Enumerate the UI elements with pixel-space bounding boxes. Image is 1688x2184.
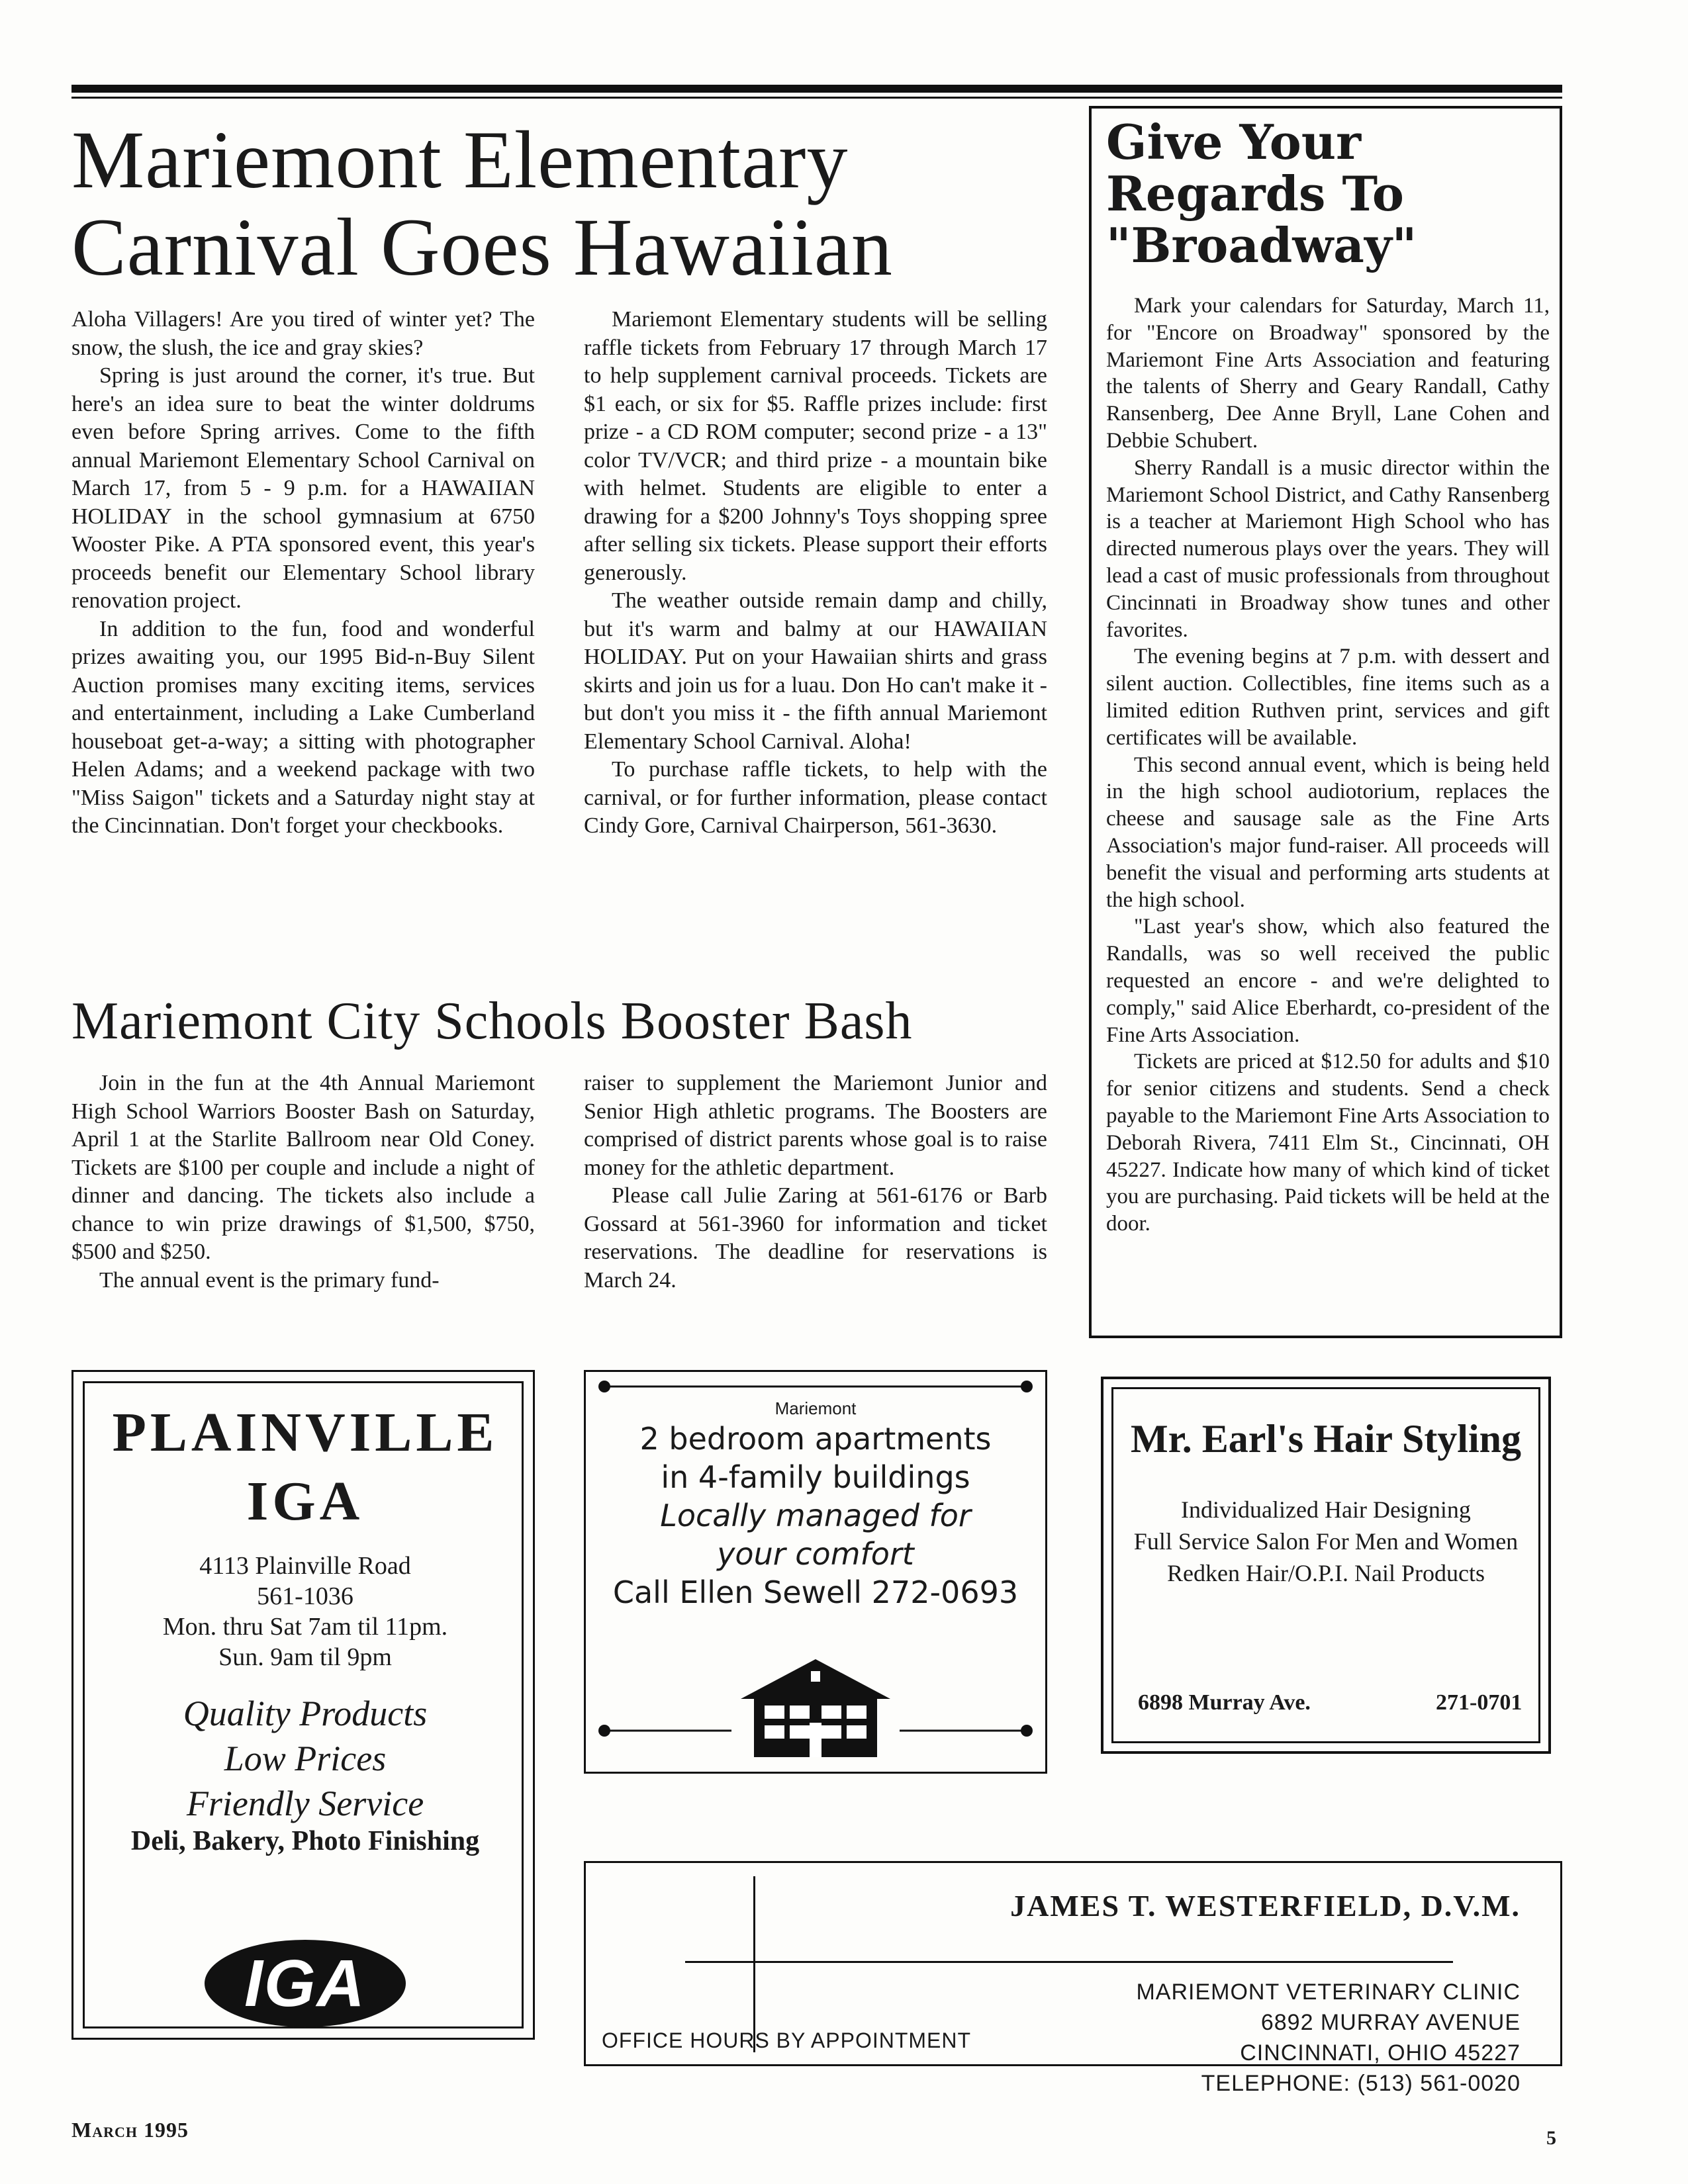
carnival-paragraph: The weather outside remain damp and chilly, but it's warm and balmy at our HAWAIIAN HOLIDAY. Put on your Hawaiian shirts and grass skirts and join us for a luau. Don Ho can't make it - but don't you miss it - the fifth annual Mariemont Elementary School Carnival. Aloha! <box>584 588 1047 754</box>
booster-column-1 <box>71 1069 535 1295</box>
iga-slogan-1: Quality Products <box>183 1694 428 1733</box>
broadway-paragraph: Tickets are priced at $12.50 for adults and $10 for senior citizens and students. Send a check payable to the Mariemont Fine Arts Association to Deborah Rivera, 7411 Elm St., Cincinnati, OH 45227. Indicate how many of which kind of ticket you are purchasing. Paid tickets will be held at the door. <box>1106 1050 1550 1236</box>
earl-title: Mr. Earl's Hair Styling <box>1130 1417 1522 1461</box>
carnival-paragraph: In addition to the fun, food and wonderful prizes awaiting you, our 1995 Bid-n-Buy Silent Auction promises many exciting items, services and entertainment, including a Lake Cumberland houseboat get-a-way; a sitting with photographer Helen Adams; and a weekend package with two "Miss Saigon" tickets and a Saturday night stay at the Cincinnatian. Don't forget your checkbooks. <box>71 616 535 838</box>
top-rule-thick <box>71 85 1562 93</box>
broadway-title-line1: Give Your <box>1106 114 1361 170</box>
broadway-paragraph: Sherry Randall is a music director within the Mariemont School District, and Cathy Ransenberg is a teacher at Mariemont High School who has directed numerous plays over the years. They will lead a cast of music professionals from throughout Cincinnati in Broadway show tunes and other favorites. <box>1106 455 1550 642</box>
booster-paragraph: raiser to supplement the Mariemont Junior and Senior High athletic programs. The Boosters are comprised of district parents whose goal is to raise money for the athletic department. <box>584 1071 1047 1180</box>
vet-hours: OFFICE HOURS BY APPOINTMENT <box>602 2028 972 2052</box>
broadway-paragraph: "Last year's show, which also featured the Randalls, was so well received the public requested an encore - and we're delighted to comply," said Alice Eberhardt, co-president of the Fine Arts Association. <box>1106 915 1550 1047</box>
apartments-location: Mariemont <box>774 1398 857 1418</box>
apartments-ad <box>584 1370 1047 1774</box>
earl-line-2: Full Service Salon For Men and Women <box>1133 1528 1519 1555</box>
broadway-title-line3: "Broadway" <box>1106 217 1417 273</box>
iga-hours-weekday: Mon. thru Sat 7am til 11pm. <box>162 1613 448 1641</box>
booster-paragraph: Join in the fun at the 4th Annual Mariemont High School Warriors Booster Bash on Saturday, April 1 at the Starlite Ballroom near Old Coney. Tickets are $100 per couple and include a night of dinner and dancing. The tickets also include a chance to win prize drawings of $1,500, $750, $500 and $250. <box>71 1071 535 1264</box>
vet-horizontal-rule <box>685 1961 1453 1963</box>
house-icon <box>734 1657 897 1760</box>
apartments-line-4: your comfort <box>717 1536 914 1572</box>
booster-title: Mariemont City Schools Booster Bash <box>71 992 913 1050</box>
apartments-call: Call Ellen Sewell 272-0693 <box>612 1574 1019 1610</box>
iga-logo <box>205 1940 406 2027</box>
apartments-line-2: in 4-family buildings <box>661 1459 970 1495</box>
top-rule-thin <box>71 97 1562 99</box>
vet-street: 6892 MURRAY AVENUE <box>1260 2010 1521 2035</box>
carnival-paragraph: Aloha Villagers! Are you tired of winter yet? The snow, the slush, the ice and gray skies? <box>71 307 535 360</box>
carnival-paragraph: Spring is just around the corner, it's true. But here's an idea sure to beat the winter doldrums even before Spring arrives. Come to the fifth annual Mariemont Elementary School Carnival on March 17, from 5 - 9 p.m. for a HAWAIIAN HOLIDAY in the school gymnasium at 6750 Wooster Pike. A PTA sponsored event, this year's proceeds benefit our Elementary School library renovation project. <box>71 363 535 613</box>
iga-logo-text: IGA <box>244 1946 366 2021</box>
apartments-line-1: 2 bedroom apartments <box>639 1421 992 1457</box>
iga-hours-sunday: Sun. 9am til 9pm <box>218 1643 392 1671</box>
carnival-title-line2: Carnival Goes Hawaiian <box>71 202 893 293</box>
earl-line-1: Individualized Hair Designing <box>1181 1496 1471 1523</box>
vet-name: JAMES T. WESTERFIELD, D.V.M. <box>1010 1889 1521 1923</box>
carnival-paragraph: Mariemont Elementary students will be selling raffle tickets from February 17 through March 17 to help supplement carnival proceeds. Tickets are $1 each, or six for $5. Raffle prizes include: first prize - a CD ROM computer; second prize - a 13" color TV/VCR; and third prize - a mountain bike with helmet. Students are eligible to enter a drawing for a $200 Johnny's Toys shopping spree after selling six tickets. Please support their efforts generously. <box>584 307 1047 585</box>
booster-column-2 <box>584 1069 1047 1295</box>
vet-ad <box>584 1861 1562 2096</box>
earl-line-3: Redken Hair/O.P.I. Nail Products <box>1167 1560 1485 1586</box>
broadway-title-line2: Regards To <box>1106 165 1404 222</box>
footer-date: March 1995 <box>71 2118 189 2142</box>
broadway-paragraph: This second annual event, which is being held in the high school audiotorium, replaces the cheese and sausage sale as the Fine Arts Association's major fund-raiser. All proceeds will benefit the visual and performing arts students at the high school. <box>1106 752 1550 912</box>
apartments-line-3: Locally managed for <box>660 1498 971 1533</box>
iga-slogan-3: Friendly Service <box>186 1784 424 1823</box>
broadway-paragraph: The evening begins at 7 p.m. with dessert and silent auction. Collectibles, fine items such as a limited edition Ruthven print, services and gift certificates will be available. <box>1106 645 1550 750</box>
carnival-column-2 <box>584 306 1047 841</box>
booster-paragraph: The annual event is the primary fund- <box>99 1267 440 1293</box>
iga-ad <box>71 1370 535 2040</box>
vet-city: CINCINNATI, OHIO 45227 <box>1240 2040 1521 2066</box>
iga-slogan-2: Low Prices <box>224 1739 387 1778</box>
booster-paragraph: Please call Julie Zaring at 561-6176 or Barb Gossard at 561-3960 for information and ticket reservations. The deadline for reservations is March 24. <box>584 1183 1047 1293</box>
vet-vertical-rule <box>753 1876 755 2052</box>
vet-clinic: MARIEMONT VETERINARY CLINIC <box>1136 1979 1521 2005</box>
carnival-paragraph: To purchase raffle tickets, to help with the carnival, or for further information, please contact Cindy Gore, Carnival Chairperson, 561-3630. <box>584 757 1047 838</box>
vet-telephone: TELEPHONE: (513) 561-0020 <box>1201 2071 1521 2096</box>
carnival-title-line1: Mariemont Elementary <box>71 114 849 205</box>
iga-services: Deli, Bakery, Photo Finishing <box>130 1826 480 1856</box>
page-number: 5 <box>1546 2127 1556 2149</box>
iga-phone: 561-1036 <box>257 1582 353 1610</box>
earl-address: 6898 Murray Ave. <box>1138 1690 1311 1715</box>
earl-phone: 271-0701 <box>1436 1690 1523 1715</box>
earl-ad <box>1101 1377 1551 1754</box>
broadway-paragraph: Mark your calendars for Saturday, March 11, for "Encore on Broadway" sponsored by the Mariemont Fine Arts Association and featuring the talents of Sherry and Geary Randall, Cathy Ransenberg, Dee Anne Bryll, Lane Cohen and Debbie Schubert. <box>1106 294 1550 453</box>
iga-name-line1: PLAINVILLE <box>112 1402 498 1463</box>
iga-address: 4113 Plainville Road <box>199 1552 411 1580</box>
carnival-headline <box>71 116 1064 291</box>
carnival-column-1 <box>71 306 535 841</box>
iga-name-line2: IGA <box>246 1471 364 1532</box>
broadway-article-box <box>1089 106 1562 1338</box>
broadway-body <box>1106 293 1550 1238</box>
